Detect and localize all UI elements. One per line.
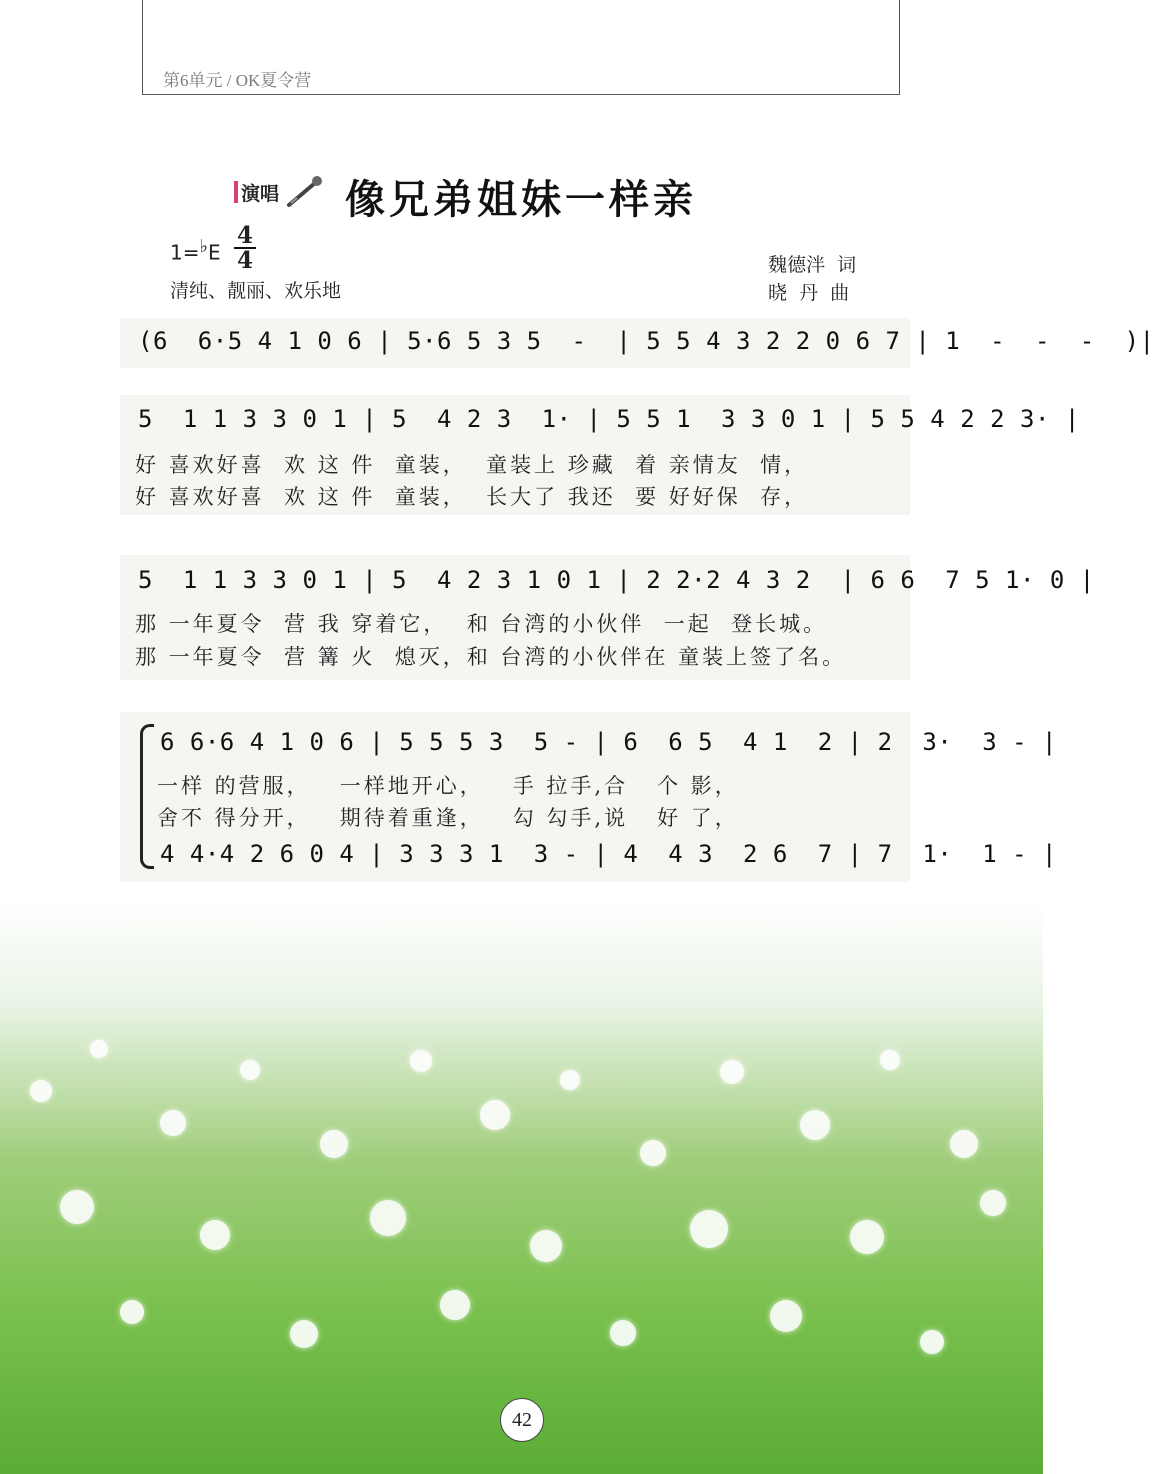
time-bottom: 4 (236, 247, 253, 274)
line3-notation-upper: 6 6·6 4 1 0 6 | 5 5 5 3 5 - | 6 6 5 4 1 2 | 2 3· 3 - | (160, 728, 1057, 756)
line1-lyric-verse2: 好 喜欢好喜 欢 这 件 童装， 长大了 我还 要 好好保 存， (135, 485, 809, 509)
line4-notation-lower: 4 4·4 2 6 0 4 | 3 3 3 1 3 - | 4 4 3 2 6 7 | 7 1· 1 - | (160, 840, 1057, 868)
singing-badge (234, 177, 325, 207)
unit-header-box (142, 0, 900, 95)
key-note: E (207, 240, 221, 265)
line2-lyric-verse2: 那 一年夏令 营 篝 火 熄灭，和 台湾的小伙伴在 童装上签了名。 (135, 645, 847, 669)
badge-accent-bar (234, 181, 238, 203)
line1-lyric-verse1: 好 喜欢好喜 欢 这 件 童装， 童装上 珍藏 着 亲情友 情， (135, 453, 809, 477)
system-brace (140, 724, 154, 869)
line2-notation: 5 1 1 3 3 0 1 | 5 4 2 3 1 0 1 | 2 2·2 4 3 2 | 6 6 7 5 1· 0 | (138, 566, 1095, 594)
page-number: 42 (500, 1398, 544, 1442)
flower-meadow-illustration (0, 900, 1043, 1474)
composer: 晓 丹 曲 (768, 282, 850, 304)
lyricist: 魏德泮 词 (768, 254, 857, 276)
intro-notation: (6 6·5 4 1 0 6 | 5·6 5 3 5 - | 5 5 4 3 2 2 0 6 7 | 1 - - - )| (138, 327, 1155, 355)
song-title: 像兄弟姐妹一样亲 (345, 176, 697, 223)
flat-sign: ♭ (199, 236, 208, 257)
time-signature (234, 224, 256, 272)
line3-lyric-verse1: 一样 的营服， 一样地开心， 手 拉手,合 个 影， (157, 774, 739, 798)
time-top: 4 (236, 222, 253, 249)
tempo-marking: 清纯、靓丽、欢乐地 (170, 280, 342, 302)
credits (768, 251, 856, 307)
line1-notation: 5 1 1 3 3 0 1 | 5 4 2 3 1· | 5 5 1 3 3 0 1 | 5 5 4 2 2 3· | (138, 405, 1080, 433)
key-prefix: 1= (170, 240, 200, 265)
unit-header-text: 第6单元 / OK夏令营 (163, 71, 312, 90)
key-signature (170, 236, 221, 265)
badge-label: 演唱 (241, 182, 280, 205)
microphone-icon (283, 175, 325, 209)
line3-lyric-verse2: 舍不 得分开， 期待着重逢， 勾 勾手,说 好 了， (157, 806, 739, 830)
line2-lyric-verse1: 那 一年夏令 营 我 穿着它， 和 台湾的小伙伴 一起 登长城。 (135, 612, 828, 636)
